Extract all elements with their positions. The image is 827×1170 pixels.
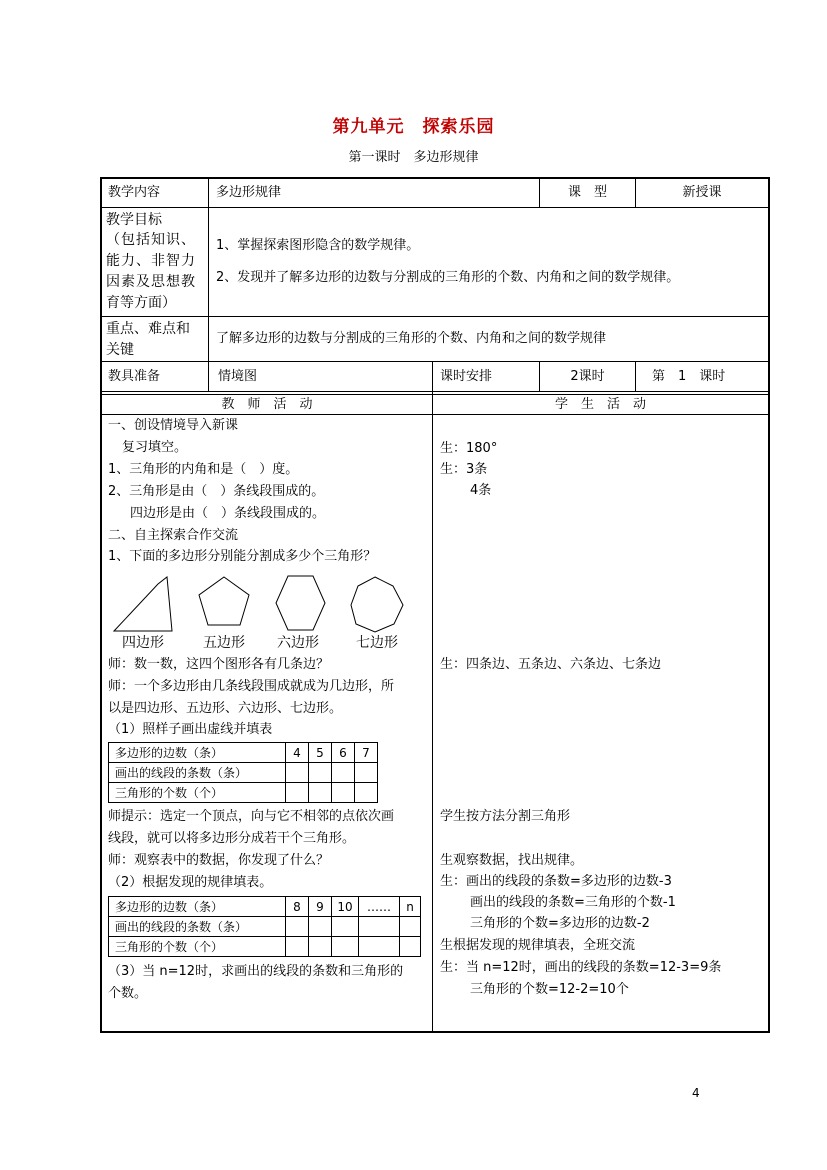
table-row [109, 743, 378, 763]
quadrilateral-shape [114, 577, 172, 631]
lesson-subtitle: 第一课时 多边形规律 [348, 150, 479, 165]
content-label: 教学内容 [108, 185, 161, 200]
row-header: 多边形的边数（条） [109, 743, 286, 763]
current-lesson: 第 1 课时 [652, 369, 726, 384]
table-cell[interactable] [332, 917, 359, 937]
student-column-header: 学 生 活 动 [554, 397, 646, 412]
shape-label: 六边形 [277, 635, 319, 651]
shape-label: 五边形 [203, 635, 245, 651]
student-answer: 生：当 n=12时，画出的线段的条数=12-3=9条 [440, 960, 722, 975]
section-heading: 一、创设情境导入新课 [108, 418, 239, 433]
shape-label: 七边形 [356, 635, 398, 651]
table-cell: 4 [286, 743, 309, 763]
teacher-prompt: 师：观察表中的数据，你发现了什么？ [108, 853, 330, 868]
teacher-column-header: 教 师 活 动 [221, 397, 313, 412]
student-answer: 4条 [470, 483, 492, 498]
student-answer: 生：四条边、五条边、六条边、七条边 [440, 657, 662, 672]
hexagon-shape [276, 576, 325, 630]
review-question: 1、三角形的内角和是（ ）度。 [108, 462, 299, 477]
tools-label: 教具准备 [108, 369, 161, 384]
table-instruction: （2）根据发现的规律填表。 [108, 875, 273, 890]
table-cell: 5 [309, 743, 332, 763]
goal-item: 1、掌握探索图形隐含的数学规律。 [216, 238, 420, 253]
table-cell[interactable] [309, 783, 332, 803]
table-row [109, 783, 378, 803]
table-cell[interactable] [400, 917, 421, 937]
type-label: 课 型 [567, 185, 607, 200]
table-row [109, 763, 378, 783]
student-answer: 生：画出的线段的条数=多边形的边数-3 [440, 874, 672, 889]
table-cell[interactable] [359, 937, 400, 957]
student-answer: 生：3条 [440, 462, 488, 477]
table-cell[interactable] [286, 763, 309, 783]
table-cell[interactable] [332, 763, 355, 783]
table-row [109, 917, 421, 937]
student-answer: 生观察数据，找出规律。 [440, 853, 584, 868]
table-cell: n [400, 897, 421, 917]
table-cell[interactable] [355, 763, 378, 783]
shape-label: 四边形 [122, 635, 164, 651]
row-header: 画出的线段的条数（条） [109, 763, 286, 783]
row-header: 多边形的边数（条） [109, 897, 286, 917]
polygon-shapes [108, 574, 408, 634]
teacher-hint: 线段，就可以将多边形分成若干个三角形。 [108, 831, 356, 846]
student-answer: 三角形的个数=多边形的边数-2 [470, 916, 650, 931]
table-cell: 6 [332, 743, 355, 763]
keypoints-label-line: 重点、难点和 [106, 321, 190, 337]
task-text: 1、下面的多边形分别能分割成多少个三角形？ [108, 549, 377, 564]
goals-label-line: （包括知识、 [106, 232, 196, 248]
row-header: 画出的线段的条数（条） [109, 917, 286, 937]
student-answer: 三角形的个数=12-2=10个 [470, 982, 629, 997]
table-cell[interactable] [309, 763, 332, 783]
teacher-hint: 师提示：选定一个顶点，向与它不相邻的点依次画 [108, 809, 395, 824]
table-cell[interactable] [400, 937, 421, 957]
goals-label-line: 教学目标 [106, 212, 162, 228]
schedule-value: 2课时 [570, 369, 605, 384]
heptagon-shape [351, 577, 403, 632]
schedule-label: 课时安排 [440, 369, 493, 384]
student-answer: 画出的线段的条数=三角形的个数-1 [470, 895, 676, 910]
table-cell[interactable] [286, 783, 309, 803]
table-cell[interactable] [355, 783, 378, 803]
goals-label-line: 因素及思想教 [106, 274, 196, 290]
table-cell[interactable] [309, 937, 332, 957]
table-cell: …… [359, 897, 400, 917]
page-number: 4 [692, 1086, 700, 1100]
review-question: 2、三角形是由（ ）条线段围成的。 [108, 484, 325, 499]
polygon-table-2 [108, 896, 421, 957]
page-title: 第九单元 探索乐园 [332, 117, 495, 137]
row-header: 三角形的个数（个） [109, 783, 286, 803]
table-cell[interactable] [286, 917, 309, 937]
table-instruction: （1）照样子画出虚线并填表 [108, 722, 273, 737]
row-header: 三角形的个数（个） [109, 937, 286, 957]
content-value: 多边形规律 [216, 185, 282, 200]
table-cell: 7 [355, 743, 378, 763]
table-row [109, 937, 421, 957]
table-cell: 9 [309, 897, 332, 917]
goals-label-line: 能力、非智力 [106, 253, 196, 269]
keypoints-label-line: 关键 [106, 342, 134, 358]
teacher-prompt: 师：数一数，这四个图形各有几条边？ [108, 657, 330, 672]
table-cell: 8 [286, 897, 309, 917]
goals-label-line: 育等方面） [106, 295, 176, 311]
goal-item: 2、发现并了解多边形的边数与分割成的三角形的个数、内角和之间的数学规律。 [216, 270, 680, 285]
section-heading: 二、自主探索合作交流 [108, 528, 239, 543]
teacher-prompt: 师：一个多边形由几条线段围成就成为几边形，所 [108, 679, 395, 694]
tools-value: 情境图 [218, 369, 258, 384]
table-cell[interactable] [286, 937, 309, 957]
table-cell[interactable] [332, 937, 359, 957]
review-question: 四边形是由（ ）条线段围成的。 [130, 506, 326, 521]
student-answer: 生：180° [440, 441, 498, 456]
keypoints-value: 了解多边形的边数与分割成的三角形的个数、内角和之间的数学规律 [216, 331, 607, 346]
polygon-table-1 [108, 742, 378, 803]
student-answer: 学生按方法分割三角形 [440, 809, 571, 824]
student-answer: 生根据发现的规律填表，全班交流 [440, 938, 636, 953]
table-cell[interactable] [309, 917, 332, 937]
teacher-prompt: 以是四边形、五边形、六边形、七边形。 [108, 701, 343, 716]
type-value: 新授课 [682, 185, 722, 200]
table-cell[interactable] [332, 783, 355, 803]
table-cell[interactable] [359, 917, 400, 937]
review-text: 复习填空。 [122, 440, 188, 455]
table-cell: 10 [332, 897, 359, 917]
final-question: 个数。 [108, 986, 148, 1001]
final-question: （3）当 n=12时，求画出的线段的条数和三角形的 [108, 964, 404, 979]
table-row [109, 897, 421, 917]
pentagon-shape [199, 577, 249, 625]
